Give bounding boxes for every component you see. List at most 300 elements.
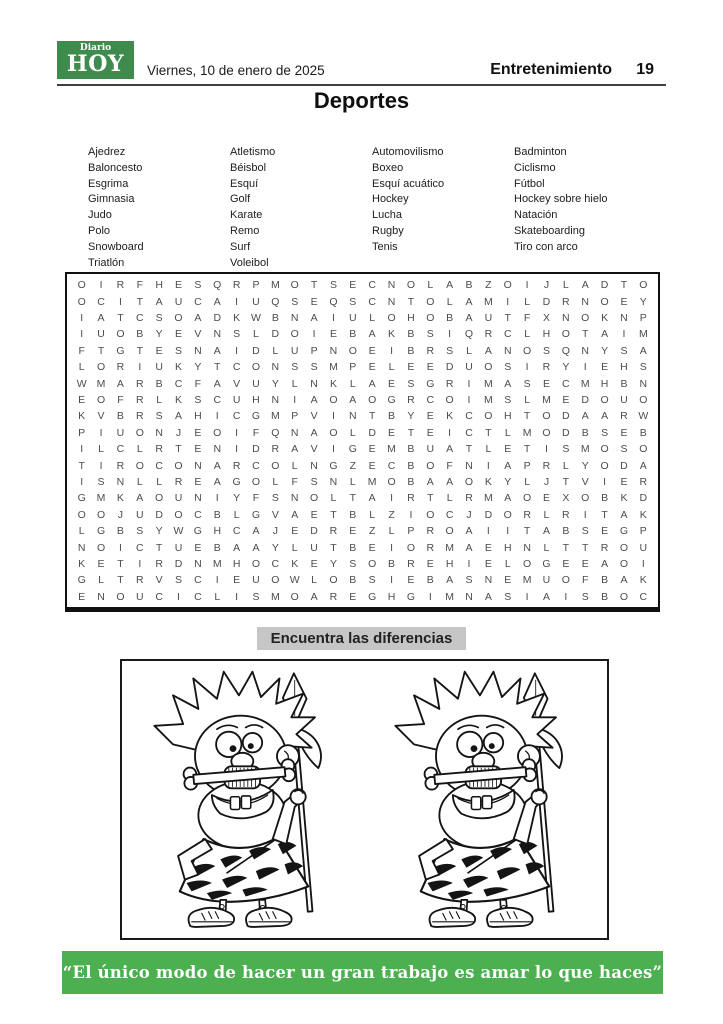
word-item: Lucha xyxy=(372,209,402,222)
grid-letter: N xyxy=(194,492,202,505)
word-item: Skateboarding xyxy=(514,224,585,237)
grid-letter: P xyxy=(523,459,531,472)
grid-letter: I xyxy=(506,525,510,538)
grid-letter: D xyxy=(155,508,163,521)
grid-letter: L xyxy=(272,344,279,357)
grid-letter: A xyxy=(465,525,473,538)
grid-letter: K xyxy=(484,475,492,488)
grid-letter: B xyxy=(465,279,473,292)
grid-letter: N xyxy=(194,557,202,570)
grid-letter: L xyxy=(349,377,356,390)
grid-letter: O xyxy=(213,426,222,439)
grid-letter: U xyxy=(426,443,435,456)
word-item: Judo xyxy=(88,209,112,222)
grid-letter: F xyxy=(523,311,531,324)
grid-letter: W xyxy=(173,525,184,538)
grid-letter: E xyxy=(426,361,434,374)
grid-letter: S xyxy=(291,295,299,308)
grid-letter: T xyxy=(485,426,492,439)
grid-letter: A xyxy=(213,344,221,357)
grid-letter: M xyxy=(484,295,493,308)
grid-letter: G xyxy=(251,508,261,521)
grid-letter: N xyxy=(329,475,338,488)
grid-letter: T xyxy=(562,541,570,554)
grid-letter: N xyxy=(581,344,589,357)
grid-letter: V xyxy=(581,475,589,488)
grid-letter: L xyxy=(291,377,298,390)
grid-letter: D xyxy=(252,443,260,456)
grid-letter: B xyxy=(349,574,357,587)
grid-letter: O xyxy=(619,557,629,570)
grid-letter: A xyxy=(291,508,299,521)
grid-letter: O xyxy=(174,459,183,472)
grid-letter: V xyxy=(310,443,318,456)
grid-letter: B xyxy=(388,557,396,570)
grid-letter: S xyxy=(407,377,415,390)
grid-letter: G xyxy=(77,492,86,505)
grid-letter: O xyxy=(387,311,396,324)
grid-letter: E xyxy=(407,574,415,587)
grid-letter: C xyxy=(116,443,125,456)
grid-letter: C xyxy=(194,508,202,521)
grid-letter: T xyxy=(523,443,531,456)
grid-letter: O xyxy=(639,279,648,292)
grid-letter: S xyxy=(426,328,434,341)
grid-letter: A xyxy=(233,541,241,554)
grid-letter: O xyxy=(542,410,551,423)
grid-letter: H xyxy=(407,311,415,324)
grid-letter: K xyxy=(116,492,124,505)
grid-letter: U xyxy=(465,361,473,374)
grid-letter: O xyxy=(387,475,396,488)
grid-letter: H xyxy=(503,541,512,554)
grid-letter: I xyxy=(99,279,103,292)
grid-letter: E xyxy=(504,574,512,587)
grid-letter: K xyxy=(78,410,86,423)
grid-letter: S xyxy=(252,590,260,603)
word-column xyxy=(230,145,372,271)
grid-letter: L xyxy=(156,393,163,406)
grid-letter: A xyxy=(310,311,318,324)
grid-letter: N xyxy=(581,295,589,308)
grid-letter: Z xyxy=(349,459,357,472)
grid-letter: I xyxy=(603,475,607,488)
grid-letter: T xyxy=(97,344,105,357)
word-item: Hockey sobre hielo xyxy=(514,193,608,206)
grid-letter: B xyxy=(581,426,589,439)
grid-letter: E xyxy=(368,443,376,456)
wordsearch-grid xyxy=(65,272,660,612)
page-number: 19 xyxy=(636,61,654,78)
grid-letter: E xyxy=(349,590,357,603)
grid-letter: Y xyxy=(329,557,337,570)
grid-letter: N xyxy=(639,377,648,390)
grid-letter: R xyxy=(155,557,163,570)
grid-letter: O xyxy=(503,279,512,292)
grid-letter: I xyxy=(486,459,490,472)
grid-letter: T xyxy=(155,541,163,554)
grid-letter: N xyxy=(484,574,493,587)
grid-letter: E xyxy=(194,426,202,439)
grid-letter: O xyxy=(464,475,474,488)
grid-letter: O xyxy=(426,295,435,308)
grid-letter: Q xyxy=(271,295,280,308)
grid-letter: C xyxy=(97,295,105,308)
issue-date: Viernes, 10 de enero de 2025 xyxy=(147,63,325,78)
grid-letter: E xyxy=(78,393,86,406)
grid-letter: D xyxy=(445,361,454,374)
grid-letter: I xyxy=(390,344,393,357)
grid-letter: L xyxy=(291,459,298,472)
grid-letter: V xyxy=(233,377,241,390)
masthead-divider xyxy=(57,84,666,86)
grid-letter: L xyxy=(311,574,317,587)
grid-letter: U xyxy=(349,311,357,324)
grid-letter: H xyxy=(542,328,551,341)
grid-letter: U xyxy=(116,426,125,439)
grid-letter: D xyxy=(368,426,376,439)
grid-letter: I xyxy=(448,426,452,439)
grid-letter: M xyxy=(445,590,455,603)
grid-letter: O xyxy=(581,492,590,505)
grid-letter: A xyxy=(542,590,550,603)
grid-letter: B xyxy=(426,574,434,587)
grid-letter: O xyxy=(619,590,629,603)
grid-letter: Y xyxy=(271,377,279,390)
grid-letter: L xyxy=(427,279,434,292)
grid-letter: R xyxy=(407,393,415,406)
grid-letter: T xyxy=(330,541,337,554)
grid-letter: H xyxy=(232,557,241,570)
grid-letter: T xyxy=(117,311,124,324)
grid-letter: U xyxy=(310,541,318,554)
grid-letter: L xyxy=(504,426,511,439)
grid-letter: C xyxy=(135,311,144,324)
grid-letter: K xyxy=(601,311,609,324)
grid-letter: E xyxy=(368,361,376,374)
grid-letter: O xyxy=(155,492,164,505)
grid-letter: O xyxy=(290,328,299,341)
grid-letter: R xyxy=(135,393,144,406)
grid-letter: L xyxy=(446,492,453,505)
grid-letter: M xyxy=(445,541,455,554)
grid-letter: I xyxy=(467,557,471,570)
grid-letter: E xyxy=(155,344,163,357)
grid-letter: K xyxy=(388,328,396,341)
grid-letter: U xyxy=(290,344,299,357)
grid-letter: D xyxy=(600,279,609,292)
grid-letter: U xyxy=(97,328,105,341)
grid-letter: S xyxy=(271,492,279,505)
grid-letter: I xyxy=(467,377,471,390)
grid-letter: C xyxy=(155,459,163,472)
grid-letter: A xyxy=(620,574,628,587)
grid-letter: L xyxy=(485,443,492,456)
grid-letter: R xyxy=(407,492,415,505)
grid-letter: B xyxy=(407,459,415,472)
diario-hoy-logo xyxy=(57,41,134,79)
grid-letter: L xyxy=(562,459,569,472)
grid-letter: S xyxy=(368,574,376,587)
grid-letter: C xyxy=(232,410,241,423)
grid-letter: D xyxy=(562,426,570,439)
grid-letter: E xyxy=(426,426,434,439)
grid-letter: Y xyxy=(194,361,202,374)
grid-letter: T xyxy=(562,475,570,488)
grid-letter: B xyxy=(562,525,570,538)
grid-letter: M xyxy=(387,443,396,456)
grid-letter: N xyxy=(465,459,473,472)
grid-letter: L xyxy=(214,590,221,603)
caveman-left-image xyxy=(128,670,360,932)
grid-letter: K xyxy=(446,410,454,423)
grid-letter: C xyxy=(194,590,202,603)
grid-letter: B xyxy=(601,574,609,587)
grid-letter: O xyxy=(135,426,144,439)
grid-letter: O xyxy=(348,344,357,357)
grid-letter: A xyxy=(310,590,318,603)
grid-letter: G xyxy=(368,590,377,603)
grid-letter: M xyxy=(638,328,648,341)
grid-letter: T xyxy=(136,295,143,308)
word-item: Badminton xyxy=(514,146,567,158)
grid-letter: U xyxy=(620,393,628,406)
grid-letter: I xyxy=(215,574,219,587)
grid-letter: A xyxy=(368,328,376,341)
grid-letter: S xyxy=(446,344,454,357)
grid-letter: F xyxy=(252,492,260,505)
grid-letter: U xyxy=(135,508,144,521)
grid-letter: H xyxy=(600,377,609,390)
grid-letter: B xyxy=(213,508,221,521)
grid-letter: Q xyxy=(213,279,222,292)
grid-letter: Y xyxy=(407,410,415,423)
grid-letter: G xyxy=(96,525,106,538)
grid-letter: E xyxy=(175,328,183,341)
grid-letter: A xyxy=(213,459,221,472)
grid-letter: O xyxy=(523,557,532,570)
grid-letter: N xyxy=(523,541,531,554)
grid-letter: I xyxy=(80,311,84,324)
grid-letter: T xyxy=(601,508,608,521)
grid-letter: R xyxy=(271,443,280,456)
grid-letter: L xyxy=(156,475,163,488)
grid-letter: C xyxy=(252,459,260,472)
grid-letter: O xyxy=(561,574,570,587)
grid-letter: C xyxy=(445,508,454,521)
grid-letter: L xyxy=(78,525,85,538)
grid-letter: I xyxy=(525,279,529,292)
grid-letter: G xyxy=(193,525,202,538)
word-item: Boxeo xyxy=(372,161,404,174)
grid-letter: O xyxy=(639,393,648,406)
grid-letter: F xyxy=(291,475,298,488)
grid-letter: O xyxy=(96,541,106,554)
grid-letter: B xyxy=(601,590,609,603)
grid-letter: E xyxy=(78,590,86,603)
grid-letter: I xyxy=(293,393,297,406)
grid-letter: L xyxy=(98,574,104,587)
grid-letter: I xyxy=(390,541,393,554)
word-item: Automovilismo xyxy=(372,146,444,158)
grid-letter: A xyxy=(465,295,473,308)
grid-letter: U xyxy=(174,295,183,308)
grid-letter: S xyxy=(504,361,512,374)
grid-letter: S xyxy=(581,590,589,603)
grid-letter: I xyxy=(409,508,413,521)
grid-letter: R xyxy=(523,508,531,521)
grid-letter: K xyxy=(175,361,183,374)
grid-letter: F xyxy=(78,344,85,357)
grid-letter: S xyxy=(349,295,357,308)
word-item: Hockey xyxy=(372,193,409,206)
grid-letter: K xyxy=(620,492,628,505)
grid-letter: R xyxy=(135,377,144,390)
grid-letter: D xyxy=(484,508,493,521)
grid-letter: O xyxy=(600,295,609,308)
grid-letter: N xyxy=(290,426,299,439)
word-item: Atletismo xyxy=(230,146,276,158)
grid-letter: C xyxy=(387,459,396,472)
word-item: Voleibol xyxy=(230,256,269,269)
grid-letter: O xyxy=(406,541,415,554)
grid-letter: J xyxy=(175,426,182,439)
grid-letter: A xyxy=(504,492,512,505)
grid-letter: T xyxy=(136,344,143,357)
grid-letter: R xyxy=(329,525,338,538)
logo-top-text: Diario xyxy=(79,43,112,53)
grid-letter: O xyxy=(445,525,454,538)
grid-letter: L xyxy=(136,475,143,488)
grid-letter: N xyxy=(290,492,299,505)
grid-letter: N xyxy=(155,426,163,439)
grid-letter: L xyxy=(524,475,531,488)
grid-letter: N xyxy=(194,344,202,357)
grid-letter: O xyxy=(77,508,86,521)
grid-letter: O xyxy=(271,459,280,472)
grid-letter: T xyxy=(582,541,589,554)
grid-letter: B xyxy=(407,328,415,341)
grid-letter: R xyxy=(232,459,241,472)
grid-letter: N xyxy=(387,279,396,292)
grid-letter: I xyxy=(545,443,548,456)
grid-letter: I xyxy=(118,295,122,308)
grid-letter: I xyxy=(564,590,568,603)
grid-letter: A xyxy=(484,344,492,357)
grid-letter: G xyxy=(232,475,241,488)
grid-letter: D xyxy=(252,344,260,357)
grid-letter: C xyxy=(562,377,570,390)
grid-letter: P xyxy=(252,279,260,292)
logo-main-text: HOY xyxy=(66,51,125,77)
grid-letter: E xyxy=(349,525,357,538)
grid-letter: B xyxy=(407,443,415,456)
grid-letter: R xyxy=(174,475,183,488)
grid-letter: F xyxy=(194,377,202,390)
grid-letter: U xyxy=(174,492,183,505)
grid-letter: L xyxy=(466,344,472,357)
grid-letter: E xyxy=(194,541,202,554)
word-item: Natación xyxy=(514,209,558,222)
grid-letter: D xyxy=(639,492,648,505)
grid-letter: L xyxy=(504,557,511,570)
grid-letter: A xyxy=(581,279,589,292)
grid-letter: S xyxy=(581,525,589,538)
grid-letter: N xyxy=(213,443,222,456)
grid-letter: E xyxy=(426,557,434,570)
grid-letter: V xyxy=(194,328,202,341)
grid-letter: A xyxy=(446,279,454,292)
grid-letter: O xyxy=(96,393,106,406)
grid-letter: G xyxy=(116,344,125,357)
grid-letter: I xyxy=(235,295,239,308)
grid-letter: A xyxy=(504,459,512,472)
grid-letter: W xyxy=(289,574,300,587)
grid-letter: M xyxy=(367,475,377,488)
grid-letter: C xyxy=(465,410,473,423)
grid-letter: M xyxy=(270,279,280,292)
grid-letter: L xyxy=(272,475,279,488)
grid-letter: E xyxy=(175,279,183,292)
grid-letter: O xyxy=(251,361,261,374)
word-item: Tiro con arco xyxy=(514,240,578,253)
grid-letter: R xyxy=(135,410,144,423)
grid-letter: L xyxy=(136,443,143,456)
grid-letter: D xyxy=(620,459,628,472)
grid-letter: C xyxy=(174,377,183,390)
grid-letter: A xyxy=(97,311,105,324)
grid-letter: N xyxy=(290,311,299,324)
grid-letter: E xyxy=(329,328,337,341)
grid-letter: E xyxy=(426,410,434,423)
grid-letter: H xyxy=(445,557,454,570)
grid-letter: R xyxy=(445,377,454,390)
grid-letter: E xyxy=(601,361,609,374)
grid-letter: E xyxy=(368,459,376,472)
grid-letter: L xyxy=(349,426,356,439)
grid-letter: U xyxy=(155,361,163,374)
grid-letter: I xyxy=(235,426,239,439)
grid-letter: Y xyxy=(155,525,163,538)
grid-letter: O xyxy=(251,557,261,570)
grid-letter: S xyxy=(465,574,473,587)
grid-letter: R xyxy=(600,541,609,554)
grid-letter: E xyxy=(310,295,318,308)
grid-letter: O xyxy=(77,295,86,308)
grid-letter: B xyxy=(116,525,124,538)
grid-letter: I xyxy=(177,590,180,603)
word-item: Esgrima xyxy=(88,177,129,190)
grid-letter: T xyxy=(117,557,124,570)
word-item: Triatlón xyxy=(88,256,125,269)
grid-letter: U xyxy=(232,393,241,406)
grid-letter: O xyxy=(116,590,125,603)
grid-letter: Q xyxy=(464,328,474,341)
grid-letter: M xyxy=(270,410,280,423)
grid-letter: A xyxy=(426,475,434,488)
grid-letter: E xyxy=(194,475,202,488)
grid-letter: R xyxy=(562,295,570,308)
grid-letter: G xyxy=(387,393,396,406)
grid-letter: E xyxy=(562,557,570,570)
grid-letter: E xyxy=(542,492,550,505)
grid-letter: A xyxy=(639,459,647,472)
grid-letter: E xyxy=(504,443,512,456)
grid-letter: E xyxy=(581,557,589,570)
grid-letter: S xyxy=(639,361,647,374)
grid-letter: V xyxy=(97,410,105,423)
grid-letter: B xyxy=(136,328,144,341)
